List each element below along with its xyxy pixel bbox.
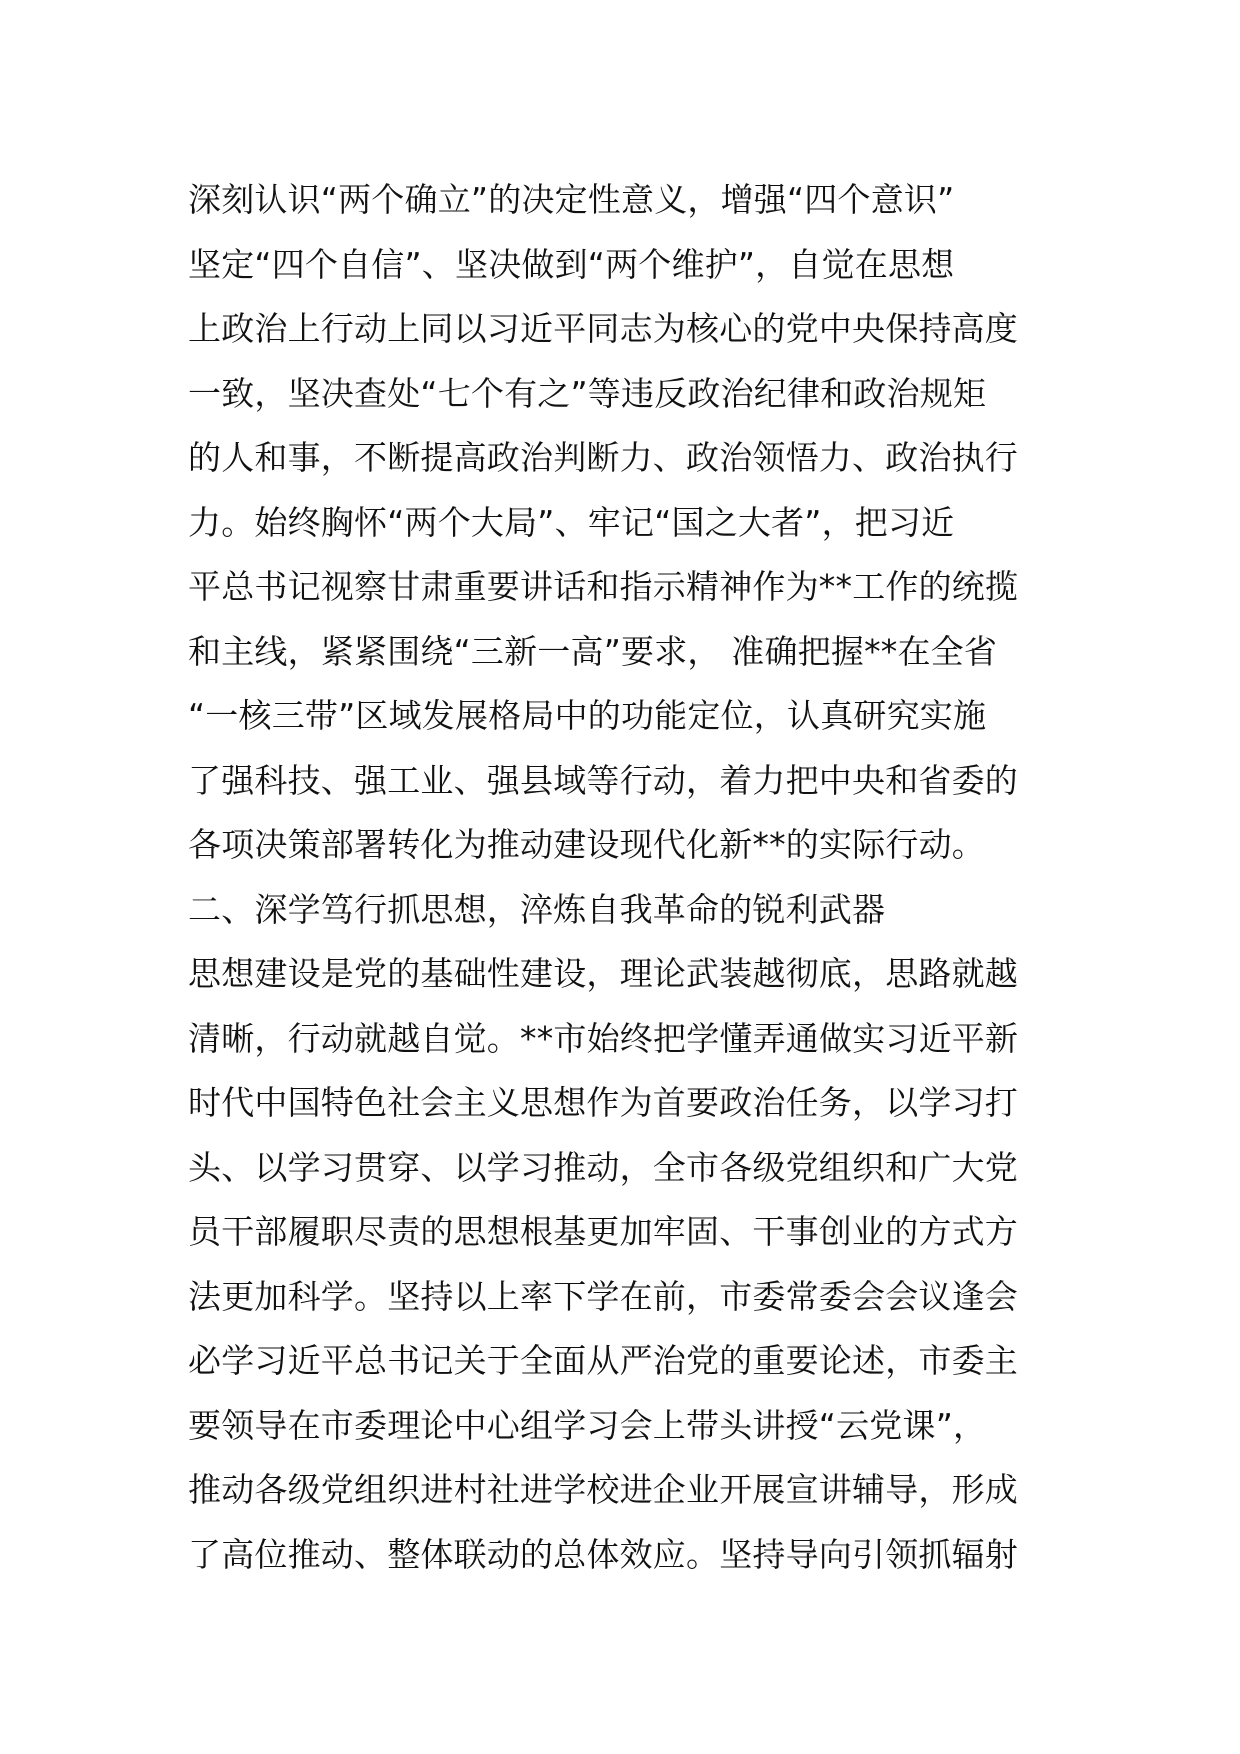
text-line: 力。始终胸怀“两个大局”、牢记“国之大者”，把习近 [188, 502, 955, 542]
text-line: 头、以学习贯穿、以学习推动，全市各级党组织和广大党 [188, 1147, 1018, 1187]
text-line: 和主线，紧紧围绕“三新一高”要求， 准确把握**在全省 [188, 631, 998, 671]
text-line: 时代中国特色社会主义思想作为首要政治任务，以学习打 [188, 1083, 1018, 1122]
text-line: 了强科技、强工业、强县域等行动，着力把中央和省委的 [188, 760, 1018, 800]
text-line: 上政治上行动上同以习近平同志为核心的党中央保持高度 [188, 309, 1018, 348]
text-line: 的人和事，不断提高政治判断力、政治领悟力、政治执行 [188, 438, 1018, 477]
text-line: 员干部履职尽责的思想根基更加牢固、干事创业的方式方 [188, 1212, 1018, 1251]
text-line: 深刻认识“两个确立”的决定性意义，增强“四个意识” [188, 180, 955, 219]
text-line: 要领导在市委理论中心组学习会上带头讲授“云党课”， [188, 1405, 987, 1445]
text-line: 平总书记视察甘肃重要讲话和指示精神作为**工作的统揽 [188, 567, 1019, 606]
section-heading: 二、深学笃行抓思想，淬炼自我革命的锐利武器 [188, 889, 886, 929]
text-line: 法更加科学。坚持以上率下学在前，市委常委会会议逢会 [188, 1276, 1018, 1316]
text-line: “一核三带”区域发展格局中的功能定位，认真研究实施 [188, 696, 987, 735]
text-line: 坚定“四个自信”、坚决做到“两个维护”，自觉在思想 [188, 244, 955, 284]
text-line: 一致，坚决查处“七个有之”等违反政治纪律和政治规矩 [188, 373, 987, 413]
text-line: 推动各级党组织进村社进学校进企业开展宣讲辅导，形成 [188, 1470, 1018, 1509]
text-line: 清晰，行动就越自觉。**市始终把学懂弄通做实习近平新 [188, 1018, 1019, 1058]
document-body [188, 168, 1058, 1587]
text-line: 必学习近平总书记关于全面从严治党的重要论述，市委主 [188, 1341, 1018, 1380]
text-line: 了高位推动、整体联动的总体效应。坚持导向引领抓辐射 [188, 1534, 1018, 1574]
text-line: 各项决策部署转化为推动建设现代化新**的实际行动。 [188, 825, 985, 864]
text-line: 思想建设是党的基础性建设，理论武装越彻底，思路就越 [188, 954, 1018, 993]
